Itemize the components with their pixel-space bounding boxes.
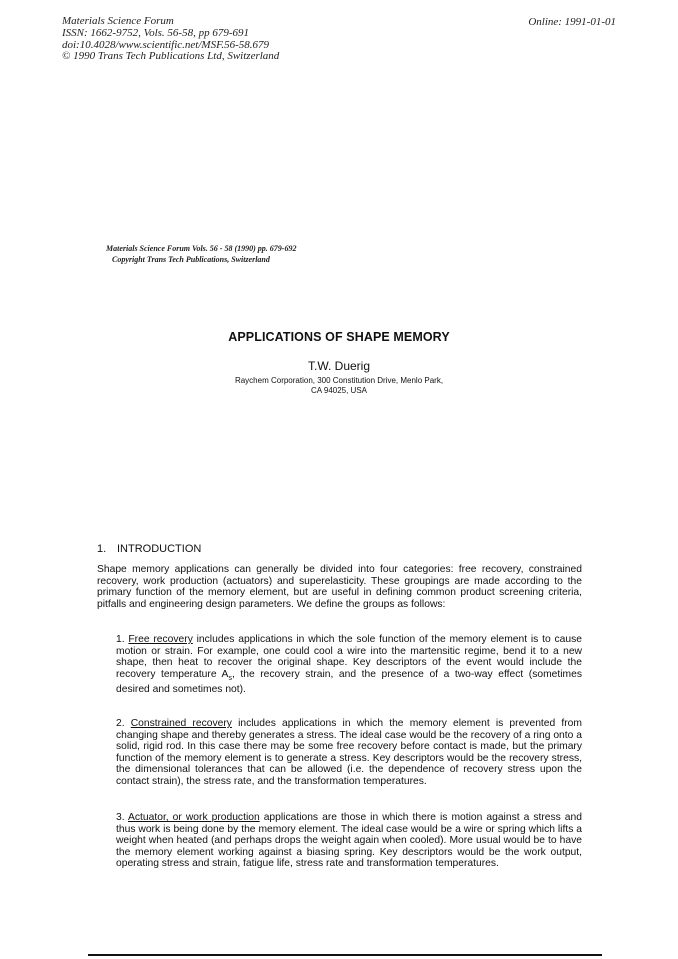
list-item xyxy=(116,718,582,788)
list-item xyxy=(116,634,582,696)
online-date: Online: 1991-01-01 xyxy=(528,16,616,28)
affiliation-line1: Raychem Corporation, 300 Constitution Drive, Menlo Park, xyxy=(234,376,444,385)
publication-meta xyxy=(62,16,279,63)
author-affiliation xyxy=(0,376,678,396)
meta-copyright: © 1990 Trans Tech Publications Ltd, Switzerland xyxy=(62,50,280,63)
section-title: INTRODUCTION xyxy=(117,543,202,555)
item-term: Actuator, or work production xyxy=(128,812,260,823)
item-term: Constrained recovery xyxy=(130,718,232,729)
original-header xyxy=(106,244,296,265)
item-prefix: 2. xyxy=(116,718,131,729)
item-text-cont: , the recovery strain, and the presence of a two-way effect (sometimes desired and sometimes not). xyxy=(116,668,582,696)
section-number: 1. xyxy=(97,543,107,555)
meta-journal: Materials Science Forum xyxy=(62,15,174,27)
original-header-line2: Copyright Trans Tech Publications, Switzerland xyxy=(112,254,270,264)
item-prefix: 3. xyxy=(116,812,129,823)
item-term: Free recovery xyxy=(128,634,193,645)
paper-title: APPLICATIONS OF SHAPE MEMORY xyxy=(228,330,450,344)
list-item xyxy=(116,812,582,870)
item-prefix: 1. xyxy=(116,634,129,645)
paper-author: T.W. Duerig xyxy=(307,359,370,373)
item-text: includes applications in which the memory element is prevented from changing shape and thereby generates a stress. The ideal case would be the recovery of a ring onto a solid, rigid rod. In this case there may be some free recovery before contact is made, but the primary function of the memory element is to generate a stress. Key descriptors would be the recovery stress, the dimensional tolerances that can be allowed (i.e. the dependence of recovery stress upon the contact strain), the stress rate, and the transformation temperatures. xyxy=(116,718,582,787)
original-header-line1: Materials Science Forum Vols. 56 - 58 (1990) pp. 679-692 xyxy=(106,244,297,253)
intro-paragraph: Shape memory applications can generally be divided into four categories: free recovery, constrained recovery, work production (actuators) and superelasticity. These groupings are made according to the primary function of the memory element, but are useful in defining common product screening criteria, pitfalls and engineering design parameters. We define the groups as follows: xyxy=(97,564,582,610)
footer-rule xyxy=(88,954,602,956)
meta-issn: ISSN: 1662-9752, Vols. 56-58, pp 679-691 xyxy=(62,26,249,39)
item-text: includes applications in which the sole function of the memory element is to cause motion or strain. For example, one could cool a wire into the martensitic regime, bend it to a new shape, then heat to recover the original shape. Key descriptors of the event would include the recovery temperature A xyxy=(116,634,582,680)
item-text: applications are those in which there is motion against a stress and thus work is being done by the memory element. The ideal case would be a wire or spring which lifts a weight when heated (and perhaps drops the weight again when cooled). More usual would be to have the memory element working against a biasing spring. Key descriptors would be the work output, operating stress and strain, fatigue life, stress rate and transformation temperatures. xyxy=(116,812,582,870)
meta-doi[interactable]: doi:10.4028/www.scientific.net/MSF.56-58.679 xyxy=(62,38,270,51)
affiliation-line2: CA 94025, USA xyxy=(310,386,368,395)
item-subscript: s xyxy=(228,674,232,682)
section-heading xyxy=(97,543,201,555)
